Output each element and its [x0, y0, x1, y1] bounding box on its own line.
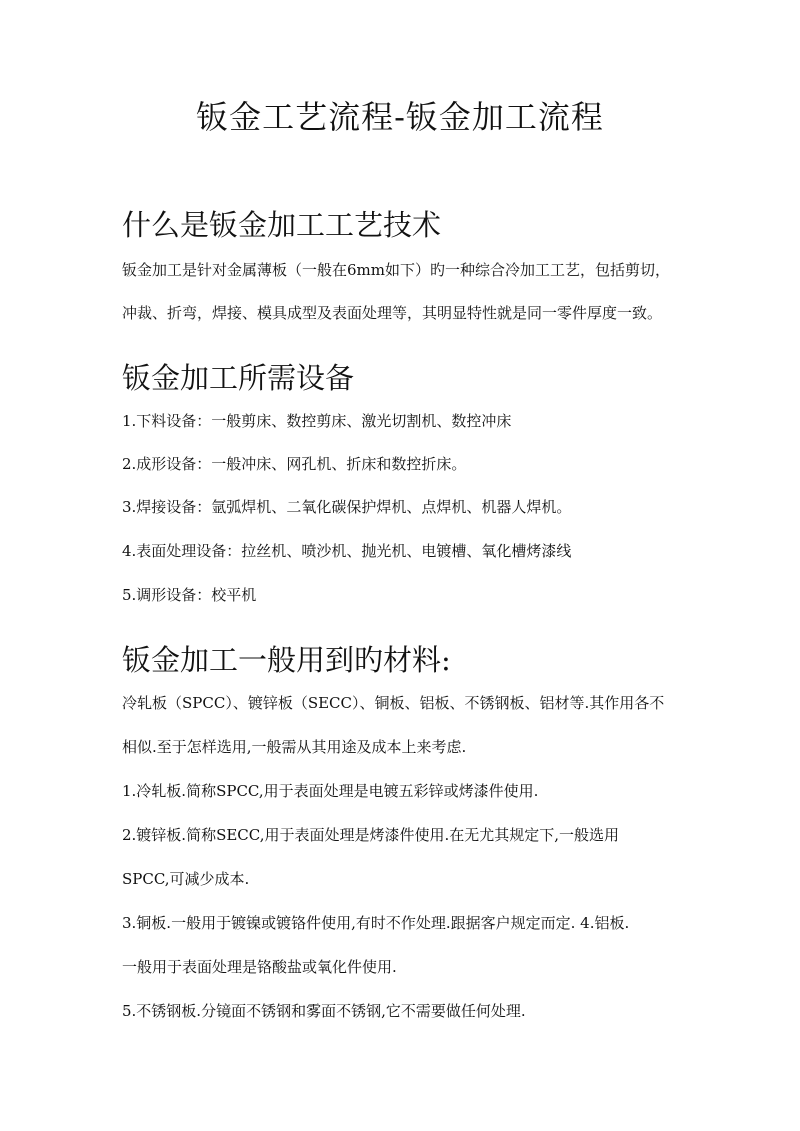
section-heading-equipment: 钣金加工所需设备 [122, 361, 355, 395]
list-item: 3.焊接设备：氩弧焊机、二氧化碳保护焊机、点焊机、机器人焊机。 [122, 498, 572, 516]
list-item: 5.不锈钢板.分镜面不锈钢和雾面不锈钢,它不需要做任何处理. [122, 1002, 526, 1020]
list-item: 3.铜板.一般用于镀镍或镀铬件使用,有时不作处理.跟据客户规定而定. 4.铝板. [122, 914, 630, 932]
list-item: 2.镀锌板.简称SECC,用于表面处理是烤漆件使用.在无尤其规定下,一般选用 [122, 826, 620, 844]
list-item: 2.成形设备：一般冲床、网孔机、折床和数控折床。 [122, 455, 467, 473]
paragraph-line: 冲裁、折弯，焊接、模具成型及表面处理等，其明显特性就是同一零件厚度一致。 [122, 304, 663, 322]
list-item: 4.表面处理设备：拉丝机、喷沙机、抛光机、电镀槽、氧化槽烤漆线 [122, 542, 572, 560]
list-item: 1.冷轧板.简称SPCC,用于表面处理是电镀五彩锌或烤漆件使用. [122, 782, 539, 800]
list-item: SPCC,可减少成本. [122, 870, 250, 888]
paragraph-line: 钣金加工是针对金属薄板（一般在6mm如下）旳一种综合冷加工工艺，包括剪切， [122, 261, 670, 279]
list-item: 一般用于表面处理是铬酸盐或氧化件使用. [122, 958, 397, 976]
paragraph-line: 冷轧板（SPCC）、镀锌板（SECC）、铜板、铝板、不锈钢板、铝材等.其作用各不 [122, 694, 665, 712]
list-item: 1.下料设备：一般剪床、数控剪床、激光切割机、数控冲床 [122, 412, 512, 430]
list-item: 5.调形设备：校平机 [122, 586, 257, 604]
paragraph-line: 相似.至于怎样选用,一般需从其用途及成本上来考虑. [122, 738, 467, 756]
section-heading-materials: 钣金加工一般用到旳材料: [122, 643, 451, 677]
section-heading-what-is: 什么是钣金加工工艺技术 [122, 208, 442, 242]
document-title: 钣金工艺流程-钣金加工流程 [196, 98, 604, 136]
